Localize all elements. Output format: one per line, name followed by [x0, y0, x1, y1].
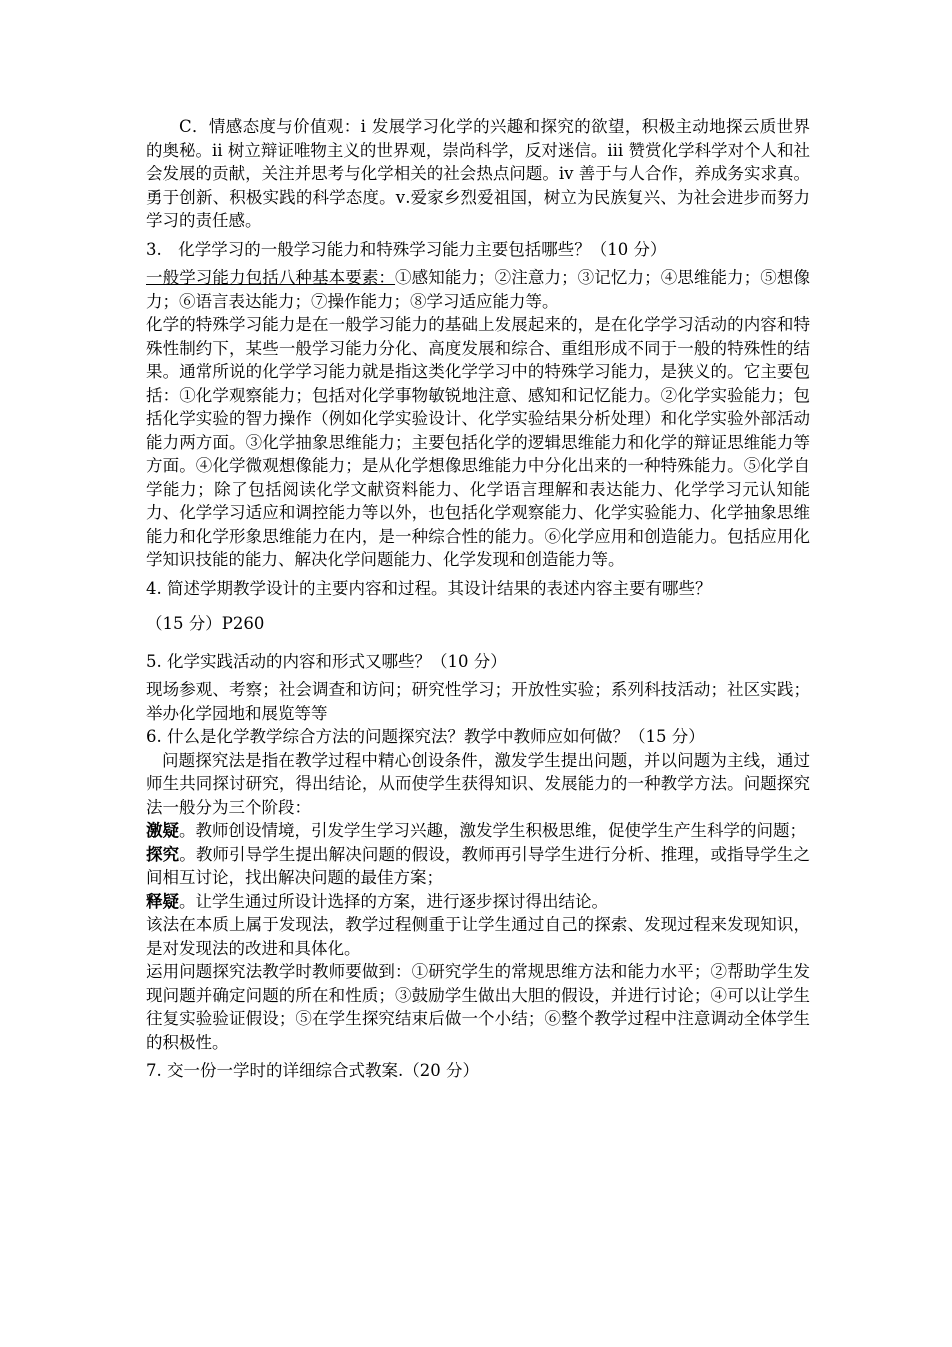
answer-3-special: 化学的特殊学习能力是在一般学习能力的基础上发展起来的，是在化学学习活动的内容和特殊性制约下，某些一般学习能力分化、高度发展和综合、重组形成不同于一般的特殊性的结果。通常所说的化学学习能力就是指这类化学学习中的特殊学习能力，是狭义的。它主要包括：①化学观察能力；包括对化学事物敏锐地注意、感知和记忆能力。②化学实验能力；包括化学实验的智力操作（例如化学实验设计、化学实验结果分析处理）和化学实验外部活动能力两方面。③化学抽象思维能力；主要包括化学的逻辑思维能力和化学的辩证思维能力等方面。④化学微观想像能力；是从化学想像思维能力中分化出来的一种特殊能力。⑤化学自学能力；除了包括阅读化学文献资料能力、化学语言理解和表达能力、化学学习元认知能力、化学学习适应和调控能力等以外，也包括化学观察能力、化学实验能力、化学抽象思维能力和化学形象思维能力在内，是一种综合性的能力。⑥化学应用和创造能力。包括应用化学知识技能的能力、解决化学问题能力、化学发现和创造能力等。 — [146, 315, 810, 569]
question-6: 6. 什么是化学教学综合方法的问题探究法？教学中教师应如何做？（15 分） — [146, 727, 705, 746]
answer-3-general-list: ①感知能力；②注意力；③记忆力；④思维能力；⑤想像力；⑥语言表达能力；⑦操作能力；⑧学习适应能力等。 — [146, 268, 811, 311]
stage-2 — [146, 843, 810, 890]
stage-2-label: 探究 — [146, 844, 180, 864]
answer-3-general — [146, 266, 810, 313]
stage-1 — [146, 819, 810, 843]
question-5: 5. 化学实践活动的内容和形式又哪些？（10 分） — [146, 651, 507, 671]
stage-1-text: 。教师创设情境，引发学生学习兴趣，激发学生积极思维，促使学生产生科学的问题； — [179, 821, 806, 840]
stage-3 — [146, 890, 810, 914]
stage-2-text: 。教师引导学生提出解决问题的假设，教师再引导学生进行分析、推理，或指导学生之间相互讨论，找出解决问题的最佳方案； — [146, 844, 811, 887]
question-3: 3. 化学学习的一般学习能力和特殊学习能力主要包括哪些？（10 分） — [146, 239, 667, 259]
answer-5: 现场参观、考察；社会调查和访问；研究性学习；开放性实验；系列科技活动；社区实践；举办化学园地和展览等等 — [146, 680, 810, 723]
question-4-score: （15 分）P260 — [146, 614, 265, 633]
attitude-values-paragraph: C．情感态度与价值观：ⅰ 发展学习化学的兴趣和探究的欲望，积极主动地探云质世界的奥秘。ⅱ 树立辩证唯物主义的世界观，崇尚科学，反对迷信。ⅲ 赞赏化学科学对个人和社会发展的贡献，关注并思考与化学相关的社会热点问题。ⅳ 善于与人合作，养成务实求真。勇于创新、积极实践的科学态度。ⅴ.爱家乡烈爱祖国，树立为民族复兴、为社会进步而努力学习的责任感。 — [146, 117, 810, 230]
answer-6-teacher-steps: 运用问题探究法教学时教师要做到：①研究学生的常规思维方法和能力水平；②帮助学生发现问题并确定问题的所在和性质；③鼓励学生做出大胆的假设，并进行讨论；④可以让学生往复实验验证假设；⑤在学生探究结束后做一个小结；⑥整个教学过程中注意调动全体学生的积极性。 — [146, 962, 810, 1052]
stage-3-text: 。让学生通过所设计选择的方案，进行逐步探讨得出结论。 — [179, 891, 608, 911]
stage-1-label: 激疑 — [146, 821, 179, 840]
stage-3-label: 释疑 — [146, 891, 179, 911]
answer-6-nature: 该法在本质上属于发现法，教学过程侧重于让学生通过自己的探索、发现过程来发现知识，是对发现法的改进和具体化。 — [146, 915, 810, 958]
answer-6-intro: 问题探究法是指在教学过程中精心创设条件，激发学生提出问题，并以问题为主线，通过师生共同探讨研究，得出结论，从而使学生获得知识、发展能力的一种教学方法。问题探究法一般分为三个阶段： — [146, 750, 810, 817]
question-7: 7. 交一份一学时的详细综合式教案.（20 分） — [146, 1061, 479, 1080]
question-4: 4. 简述学期教学设计的主要内容和过程。其设计结果的表述内容主要有哪些？ — [146, 578, 712, 598]
document-page — [146, 115, 810, 1088]
answer-3-underlined-heading: 一般学习能力包括八种基本要素： — [146, 268, 396, 287]
